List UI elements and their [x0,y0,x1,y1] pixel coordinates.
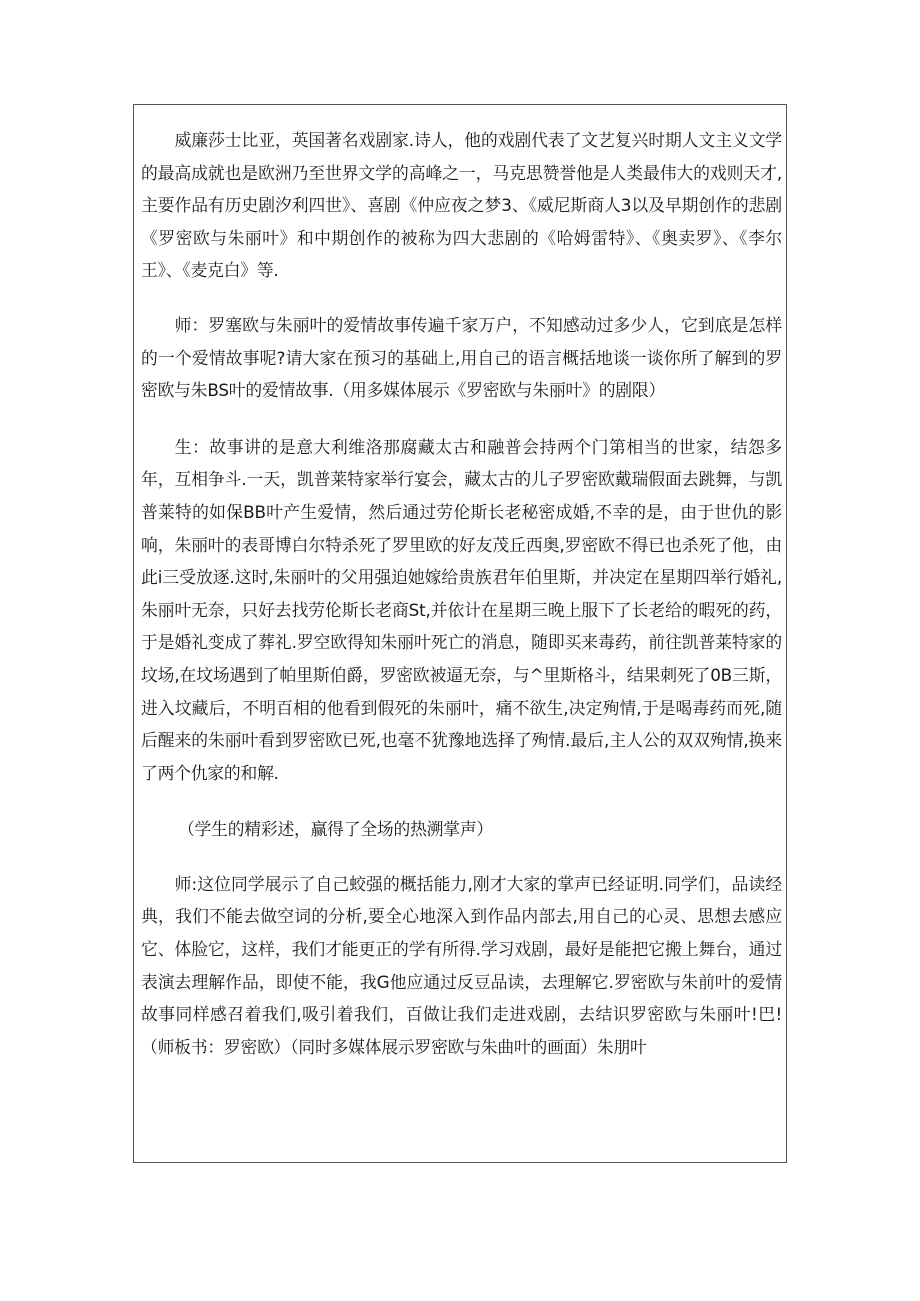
paragraph-teacher-comment: 师:这位同学展示了自己蛟强的概括能力,刚才大家的掌声已经证明.同学们，品读经典，我们不能去做空词的分析,要全心地深入到作品内部去,用自己的心灵、思想去感应它、体脸它，这样，我们才能更正的学有所得.学习戏剧，最好是能把它搬上舞台，通过表演去理解作品，即使不能，我G他应通过反豆品读，去理解它.罗密欧与朱前叶的爱情故事同样感召着我们,吸引着我们，百做让我们走进戏剧，去结识罗密欧与朱丽叶!巴!（师板书：罗密欧）（同时多媒体展示罗密欧与朱曲叶的画面）朱朋叶 [141,873,782,1057]
paragraph-student-summary: 生：故事讲的是意大利维洛那腐藏太古和融普会持两个门第相当的世家，结怨多年，互相争斗.一天，凯普莱特家举行宴会，藏太古的儿子罗密欧戴瑞假面去跳舞，与凯普莱特的如保BB叶产生爱情，然后通过劳伦斯长老秘密成婚,不幸的是，由于世仇的影响，朱丽叶的表哥博白尔特杀死了罗里欧的好友茂丘西奥,罗密欧不得已也杀死了他，由此i三受放逐.这时,朱丽叶的父用强迫她嫁给贵族君年伯里斯，并决定在星期四举行婚礼,朱丽叶无奈，只好去找劳伦斯长老商St,并依计在星期三晚上服下了长老给的暇死的药，于是婚礼变成了葬礼.罗空欧得知朱丽叶死亡的消息，随即买来毒药，前往凯普莱特家的坟场,在坟场遇到了帕里斯伯爵，罗密欧被逼无奈，与^里斯格斗，结果刺死了0B三斯，进入坟藏后，不明百相的他看到假死的朱丽叶，痛不欲生,决定殉情,于是喝毒药而死,随后醒来的朱丽叶看到罗密欧已死,也毫不犹豫地选择了殉情.最后,主人公的双双殉情,换来了两个仇家的和解. [141,436,782,783]
document-body [134,105,788,1063]
document-frame [133,104,787,1163]
paragraph-applause-note: （学生的精彩述，赢得了全场的热溯掌声） [177,819,493,840]
paragraph-teacher-question: 师：罗塞欧与朱丽叶的爱情故事传遍千家万户，不知感动过多少人，它到底是怎样的一个爱情故事呢?请大家在预习的基础上,用自己的语言概括地谈一谈你所了解到的罗密欧与朱BS叶的爱情故事.（用多媒体展示《罗密欧与朱丽叶》的剧限） [141,314,782,401]
paragraph-shakespeare-intro: 威廉莎士比亚，英国著名戏剧家.诗人，他的戏剧代表了文艺复兴时期人文主义文学的最高成就也是欧洲乃至世界文学的高峰之一，马克思赞誉他是人类最伟大的戏则天才,主要作品有历史剧汐利四世》、喜剧《仲应夜之梦3、《威尼斯商人3以及早期创作的悲剧《罗密欧与朱丽叶》和中期创作的被称为四大悲剧的《哈姆雷特》、《奥卖罗》、《李尔王》、《麦克白》等. [141,130,782,281]
